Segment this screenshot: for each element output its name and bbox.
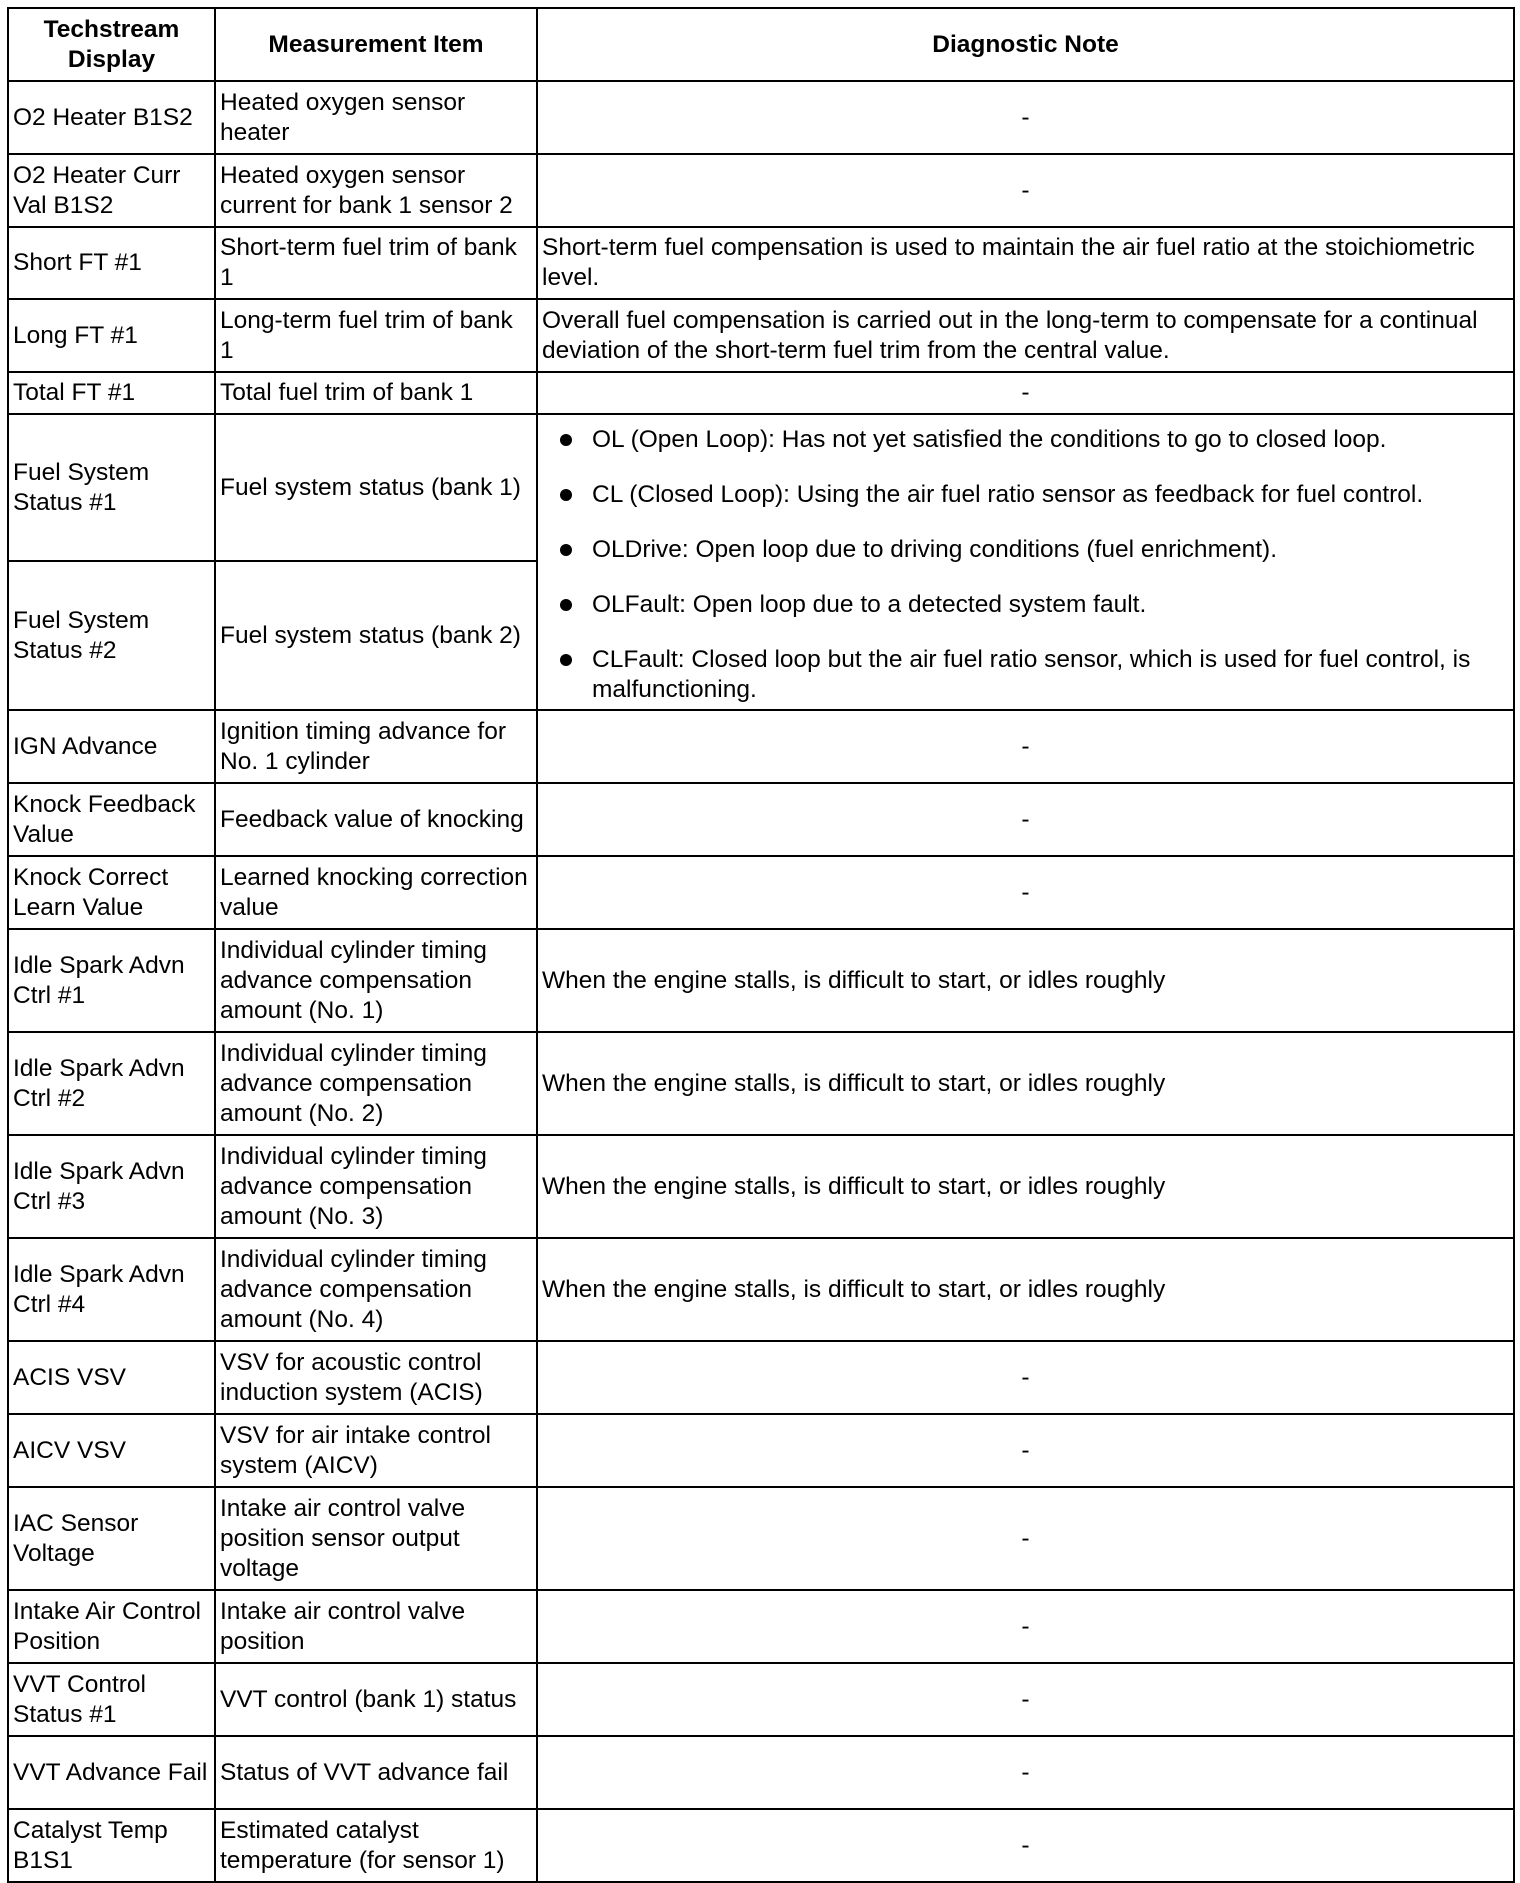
table-row: [8, 783, 1514, 856]
display-cell: Catalyst Temp B1S1: [8, 1809, 215, 1882]
display-cell: Intake Air Control Position: [8, 1590, 215, 1663]
table-row: [8, 1663, 1514, 1736]
item-cell: VSV for air intake control system (AICV): [215, 1414, 537, 1487]
table-row: [8, 1736, 1514, 1809]
bullet-icon: [560, 599, 572, 611]
display-cell: Idle Spark Advn Ctrl #1: [8, 929, 215, 1032]
display-cell: IGN Advance: [8, 710, 215, 783]
table-row: [8, 1590, 1514, 1663]
table-row: [8, 710, 1514, 783]
header-measurement-item: Measurement Item: [215, 8, 537, 81]
note-cell: When the engine stalls, is difficult to start, or idles roughly: [537, 1238, 1514, 1341]
table-row: [8, 414, 1514, 561]
note-cell: -: [537, 1341, 1514, 1414]
table-row: [8, 1487, 1514, 1590]
item-cell: Learned knocking correction value: [215, 856, 537, 929]
note-cell: When the engine stalls, is difficult to start, or idles roughly: [537, 1032, 1514, 1135]
note-cell: -: [537, 1414, 1514, 1487]
table-row: [8, 1809, 1514, 1882]
fuel-status-notes-list: [558, 425, 1505, 705]
item-cell: VVT control (bank 1) status: [215, 1663, 537, 1736]
note-cell: -: [537, 1809, 1514, 1882]
note-cell: -: [537, 1590, 1514, 1663]
display-cell: Knock Feedback Value: [8, 783, 215, 856]
item-cell: Individual cylinder timing advance compensation amount (No. 1): [215, 929, 537, 1032]
fuel-status-notes-cell: [537, 414, 1514, 710]
item-cell: Intake air control valve position: [215, 1590, 537, 1663]
note-cell: -: [537, 710, 1514, 783]
bullet-text: OLDrive: Open loop due to driving conditions (fuel enrichment).: [592, 536, 1277, 563]
item-cell: Status of VVT advance fail: [215, 1736, 537, 1809]
bullet-text: OLFault: Open loop due to a detected system fault.: [592, 591, 1147, 618]
display-cell: Idle Spark Advn Ctrl #2: [8, 1032, 215, 1135]
header-techstream-display: Techstream Display: [8, 8, 215, 81]
table-row: [8, 227, 1514, 299]
display-cell: Long FT #1: [8, 299, 215, 372]
note-cell: When the engine stalls, is difficult to start, or idles roughly: [537, 929, 1514, 1032]
display-cell: VVT Control Status #1: [8, 1663, 215, 1736]
display-cell: VVT Advance Fail: [8, 1736, 215, 1809]
table-row: [8, 1341, 1514, 1414]
list-item: [558, 425, 1505, 455]
bullet-icon: [560, 434, 572, 446]
note-cell: -: [537, 1487, 1514, 1590]
display-cell: Idle Spark Advn Ctrl #3: [8, 1135, 215, 1238]
bullet-icon: [560, 489, 572, 501]
note-cell: -: [537, 81, 1514, 154]
note-cell: -: [537, 856, 1514, 929]
note-cell: Overall fuel compensation is carried out in the long-term to compensate for a continual deviation of the short-term fuel trim from the central value.: [537, 299, 1514, 372]
display-cell: Short FT #1: [8, 227, 215, 299]
item-cell: Fuel system status (bank 2): [215, 561, 537, 710]
bullet-text: OL (Open Loop): Has not yet satisfied the conditions to go to closed loop.: [592, 426, 1387, 453]
item-cell: Fuel system status (bank 1): [215, 414, 537, 561]
display-cell: ACIS VSV: [8, 1341, 215, 1414]
display-cell: O2 Heater B1S2: [8, 81, 215, 154]
table-row: [8, 81, 1514, 154]
list-item: [558, 590, 1505, 620]
table-row: [8, 1238, 1514, 1341]
bullet-icon: [560, 544, 572, 556]
table-row: [8, 154, 1514, 227]
item-cell: Estimated catalyst temperature (for sensor 1): [215, 1809, 537, 1882]
item-cell: VSV for acoustic control induction system (ACIS): [215, 1341, 537, 1414]
note-cell: -: [537, 1736, 1514, 1809]
item-cell: Individual cylinder timing advance compensation amount (No. 4): [215, 1238, 537, 1341]
item-cell: Heated oxygen sensor heater: [215, 81, 537, 154]
item-cell: Individual cylinder timing advance compensation amount (No. 2): [215, 1032, 537, 1135]
item-cell: Heated oxygen sensor current for bank 1 sensor 2: [215, 154, 537, 227]
display-cell: Total FT #1: [8, 372, 215, 414]
list-item: [558, 535, 1505, 565]
bullet-icon: [560, 654, 572, 666]
table-row: [8, 299, 1514, 372]
display-cell: AICV VSV: [8, 1414, 215, 1487]
display-cell: O2 Heater Curr Val B1S2: [8, 154, 215, 227]
item-cell: Feedback value of knocking: [215, 783, 537, 856]
list-item: [558, 645, 1505, 705]
item-cell: Long-term fuel trim of bank 1: [215, 299, 537, 372]
table-row: [8, 856, 1514, 929]
table-row: [8, 1032, 1514, 1135]
header-diagnostic-note: Diagnostic Note: [537, 8, 1514, 81]
note-cell: -: [537, 372, 1514, 414]
item-cell: Short-term fuel trim of bank 1: [215, 227, 537, 299]
table-row: [8, 929, 1514, 1032]
bullet-text: CLFault: Closed loop but the air fuel ratio sensor, which is used for fuel control, is malfunctioning.: [592, 646, 1471, 703]
display-cell: Idle Spark Advn Ctrl #4: [8, 1238, 215, 1341]
table-row: [8, 1414, 1514, 1487]
note-cell: -: [537, 783, 1514, 856]
note-cell: -: [537, 154, 1514, 227]
item-cell: Total fuel trim of bank 1: [215, 372, 537, 414]
table-row: [8, 1135, 1514, 1238]
display-cell: IAC Sensor Voltage: [8, 1487, 215, 1590]
list-item: [558, 480, 1505, 510]
display-cell: Fuel System Status #2: [8, 561, 215, 710]
item-cell: Ignition timing advance for No. 1 cylinder: [215, 710, 537, 783]
display-cell: Knock Correct Learn Value: [8, 856, 215, 929]
note-cell: Short-term fuel compensation is used to maintain the air fuel ratio at the stoichiometric level.: [537, 227, 1514, 299]
note-cell: -: [537, 1663, 1514, 1736]
data-list-table: [7, 7, 1515, 1883]
note-cell: When the engine stalls, is difficult to start, or idles roughly: [537, 1135, 1514, 1238]
item-cell: Individual cylinder timing advance compensation amount (No. 3): [215, 1135, 537, 1238]
item-cell: Intake air control valve position sensor output voltage: [215, 1487, 537, 1590]
bullet-text: CL (Closed Loop): Using the air fuel ratio sensor as feedback for fuel control.: [592, 481, 1424, 508]
display-cell: Fuel System Status #1: [8, 414, 215, 561]
header-row: [8, 8, 1514, 81]
table-row: [8, 372, 1514, 414]
